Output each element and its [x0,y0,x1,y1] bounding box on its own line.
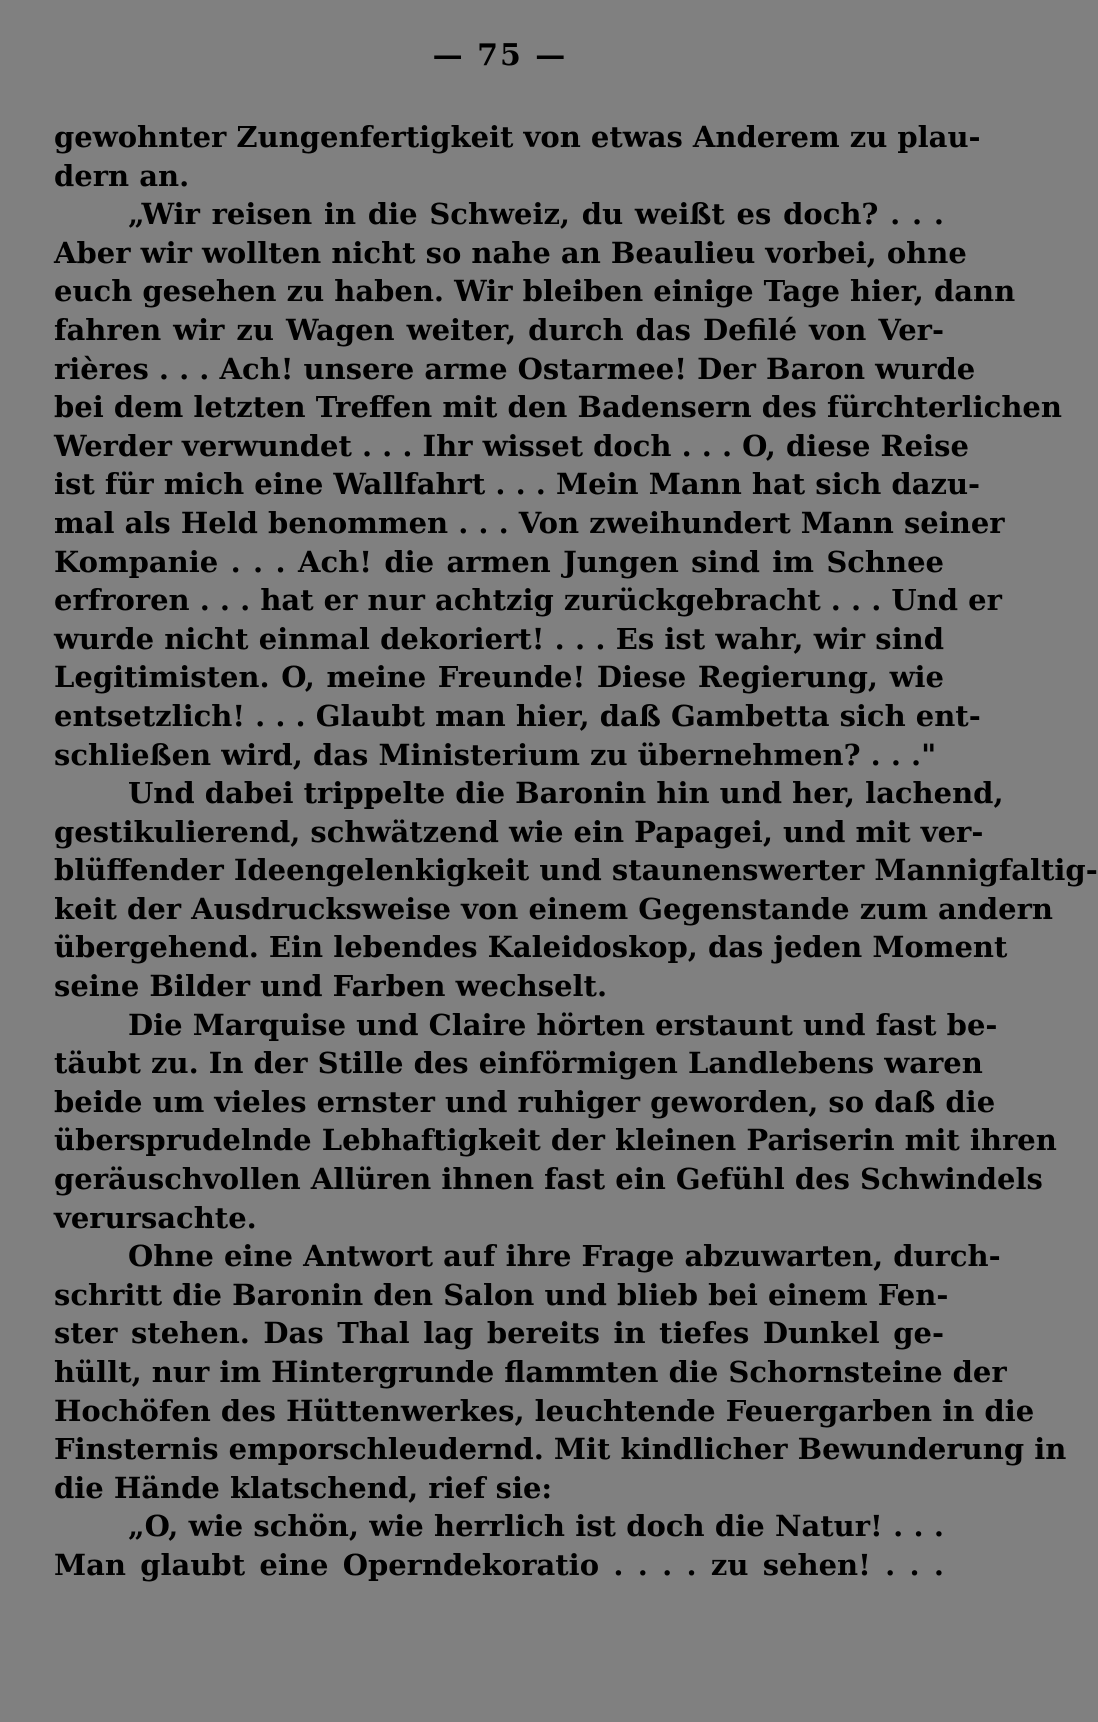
body-text [54,118,1098,1585]
text-line: Ohne eine Antwort auf ihre Frage abzuwarten, durch- [128,1239,1001,1274]
text-line: fahren wir zu Wagen weiter, durch das Defilé von Ver- [54,312,944,347]
text-line: Finsternis emporschleudernd. Mit kindlicher Bewunderung in [54,1432,1067,1467]
text-line: entsetzlich! . . . Glaubt man hier, daß Gambetta sich ent- [54,698,981,733]
text-line: gewohnter Zungenfertigkeit von etwas Anderem zu plau- [54,120,981,154]
text-line: Werder verwundet . . . Ihr wisset doch . . . O, diese Reise [54,428,969,463]
text-line: übersprudelnde Lebhaftigkeit der kleinen Pariserin mit ihren [54,1123,1057,1158]
text-line: ster stehen. Das Thal lag bereits in tiefes Dunkel ge- [54,1316,944,1351]
text-line: euch gesehen zu haben. Wir bleiben einige Tage hier, dann [54,274,1016,309]
text-line: „O, wie schön, wie herrlich ist doch die Natur! . . . [128,1509,944,1544]
text-line: rières . . . Ach! unsere arme Ostarmee! Der Baron wurde [54,351,976,386]
text-line: Man glaubt eine Operndekoratio . . . . zu sehen! . . . [54,1547,944,1582]
text-line: Hochöfen des Hüttenwerkes, leuchtende Feuergarben in die [54,1393,1035,1428]
text-line: verursachte. [54,1200,257,1235]
text-line: Die Marquise und Claire hörten erstaunt und fast be- [128,1007,998,1042]
text-line: ist für mich eine Wallfahrt . . . Mein Mann hat sich dazu- [54,467,981,502]
text-line: mal als Held benommen . . . Von zweihundert Mann seiner [54,505,1005,540]
text-line: Und dabei trippelte die Baronin hin und her, lachend, [128,776,1004,811]
text-line: geräuschvollen Allüren ihnen fast ein Gefühl des Schwindels [54,1162,1043,1197]
text-line: erfroren . . . hat er nur achtzig zurückgebracht . . . Und er [54,583,1002,618]
text-line: keit der Ausdrucksweise von einem Gegenstande zum andern [54,891,1053,926]
text-line: täubt zu. In der Stille des einförmigen Landlebens waren [54,1046,983,1081]
text-line: bei dem letzten Treffen mit den Badensern des fürchterlichen [54,390,1062,425]
text-line: übergehend. Ein lebendes Kaleidoskop, das jeden Moment [54,930,1008,965]
text-line: Kompanie . . . Ach! die armen Jungen sind im Schnee [54,544,944,579]
text-line: schritt die Baronin den Salon und blieb bei einem Fen- [54,1277,949,1312]
text-line: dern an. [54,158,190,193]
text-line: „Wir reisen in die Schweiz, du weißt es doch? . . . [128,197,944,232]
text-line: schließen wird, das Ministerium zu übernehmen? . . ." [54,737,937,772]
text-line: seine Bilder und Farben wechselt. [54,969,608,1004]
text-line: die Hände klatschend, rief sie: [54,1470,553,1505]
text-line: beide um vieles ernster und ruhiger geworden, so daß die [54,1084,996,1119]
page-number: — 75 — [432,38,568,73]
text-line: gestikulierend, schwätzend wie ein Papagei, und mit ver- [54,814,984,849]
text-line: wurde nicht einmal dekoriert! . . . Es ist wahr, wir sind [54,621,944,656]
text-line: hüllt, nur im Hintergrunde flammten die Schornsteine der [54,1355,1007,1389]
text-line: Aber wir wollten nicht so nahe an Beaulieu vorbei, ohne [54,235,967,270]
text-line: Legitimisten. O, meine Freunde! Diese Regierung, wie [54,660,944,695]
text-line: blüffender Ideengelenkigkeit und staunenswerter Mannigfaltig- [54,853,1098,888]
